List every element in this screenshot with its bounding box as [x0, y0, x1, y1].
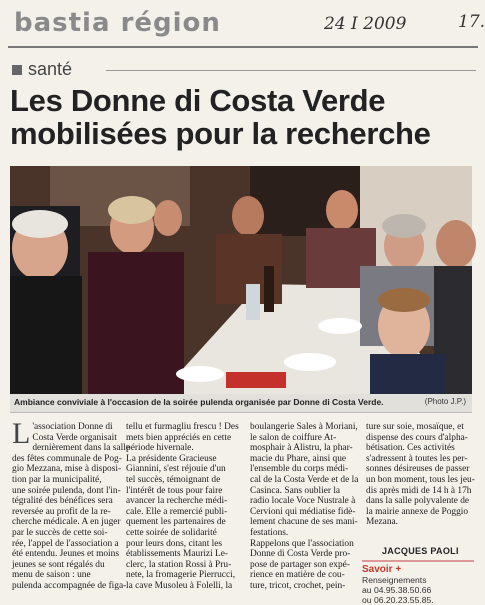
text-line: ture, tricot, crochet, pein-	[250, 580, 346, 591]
text-line: rée, l'appel de l'association a	[12, 538, 119, 549]
article-column-2	[126, 422, 240, 592]
author-signature: JACQUES PAOLI	[382, 546, 459, 556]
article-column-1	[12, 417, 130, 592]
text-line: Giannini, s'est réjouie d'un	[126, 464, 226, 475]
text-line: la mairie annexe de Poggio	[366, 506, 469, 517]
text-line: tellu et furmagliu frescu ! Des	[126, 422, 239, 432]
text-line: le salon de coiffure At-	[250, 432, 337, 443]
text-line: Donne di Costa Verde pro-	[250, 549, 351, 560]
text-line: la cave Musoleu à Folelli, la	[126, 580, 233, 591]
text-line: Costa Verde organisait	[32, 432, 117, 443]
text-line: période hivernale.	[126, 443, 194, 454]
text-line: pose de partager son expé-	[250, 559, 350, 570]
photo-caption	[10, 394, 472, 413]
text-line: par le succès de cette soi-	[12, 527, 108, 538]
text-line: Rappelons que l'association	[250, 538, 354, 549]
article-photo	[10, 166, 472, 394]
info-phone-2: ou 06.20.23.55.85.	[362, 595, 434, 605]
text-line: des fêtes communale de Pog-	[12, 453, 122, 464]
handwritten-date: 24 I 2009	[324, 14, 407, 34]
headline-line-2: mobilisées pour la recherche	[10, 116, 431, 151]
text-line: cale. Elle a remercié publi-	[126, 506, 228, 517]
text-line: l'ensemble du corps médi-	[250, 464, 349, 475]
text-line: menu de saison : une	[12, 570, 91, 581]
text-line: avancer la recherche médi-	[126, 496, 228, 507]
text-line: jeunes se sont régalés du	[12, 559, 105, 570]
info-title: Savoir +	[362, 564, 402, 575]
text-line: festations.	[250, 527, 289, 538]
text-line: dispense des cours d'alpha-	[366, 432, 468, 443]
text-line: lement chacune de ses mani-	[250, 517, 358, 528]
text-line: dis après midi de 14 h à 17h	[366, 485, 472, 496]
text-line: tion par la municipalité,	[12, 474, 102, 485]
text-line: cal de la Costa Verde et de la	[250, 474, 359, 485]
info-line: Renseignements	[362, 575, 427, 585]
text-line: ture sur soie, mosaïque, et	[366, 422, 464, 432]
text-line: reversée au profit de la re-	[12, 506, 111, 517]
text-line: 'association Donne di	[32, 422, 113, 432]
text-line: bétisation. Ces activités	[366, 443, 455, 454]
article-column-3	[250, 422, 358, 592]
text-line: quement les partenaires de	[126, 517, 226, 528]
text-line: Mezana.	[366, 517, 399, 528]
section-title: bastia région	[14, 8, 221, 38]
rubric-square-icon	[12, 65, 22, 75]
text-line: dernièrement dans la salle	[32, 443, 130, 454]
text-line: nete, la fromagerie Pierrucci,	[126, 570, 236, 581]
text-line: macie du Phare, ainsi que	[250, 453, 347, 464]
text-line: une soirée pulenda, dont l'in-	[12, 485, 121, 496]
text-line: boulangerie Sales à Moriani,	[250, 422, 358, 432]
article-headline	[10, 84, 476, 150]
text-line: cette soirée de solidarité	[126, 527, 217, 538]
text-line: gio Mezzana, mise à disposi-	[12, 464, 122, 475]
caption-text: Ambiance conviviale à l'occasion de la soirée pulenda organisée par Donne di Costa Verde.	[14, 397, 384, 407]
article-column-4	[366, 422, 474, 528]
text-line: tel succès, témoignant de	[126, 474, 221, 485]
text-line: cherche médicale. A en juger	[12, 517, 121, 528]
text-line: La présidente Gracieuse	[126, 453, 217, 464]
info-phone-1: au 04.95.38.50.66	[362, 585, 432, 595]
text-line: radio locale Voce Nustrale à	[250, 496, 356, 507]
text-line: tégralité des bénéfices sera	[12, 496, 113, 507]
info-box	[362, 560, 474, 605]
text-line: pour leurs dons, citant les	[126, 538, 223, 549]
rubric	[10, 58, 476, 82]
dropcap: L	[12, 417, 31, 450]
rubric-label: santé	[28, 59, 73, 79]
text-line: s'adressent à toutes les per-	[366, 453, 468, 464]
text-line: pulenda accompagnée de figa-	[12, 580, 127, 591]
handwritten-page-number: 17.	[458, 12, 485, 32]
text-line: sonnes désireuses de passer	[366, 464, 470, 475]
rubric-divider	[106, 70, 476, 71]
text-line: l'intérêt de tous pour faire	[126, 485, 223, 496]
photo-credit: (Photo J.P.)	[424, 397, 466, 406]
text-line: rience en matière de cou-	[250, 570, 345, 581]
group-photo-illustration	[10, 166, 472, 394]
text-line: Casinca. Sans oublier la	[250, 485, 341, 496]
text-line: un bon moment, tous les jeu-	[366, 474, 475, 485]
headline-line-1: Les Donne di Costa Verde	[10, 83, 386, 118]
text-line: été entendu. Jeunes et moins	[12, 549, 120, 560]
page-header	[8, 6, 485, 48]
text-line: clerc, la station Rossi à Pru-	[126, 559, 232, 570]
text-line: établissements Maurizi Le-	[126, 549, 229, 560]
text-line: mosphair à Alistru, la phar-	[250, 443, 353, 454]
text-line: Cervioni qui médiatise fidè-	[250, 506, 356, 517]
text-line: dans la salle polyvalente de	[366, 496, 470, 507]
text-line: mets bien appréciés en cette	[126, 432, 232, 443]
